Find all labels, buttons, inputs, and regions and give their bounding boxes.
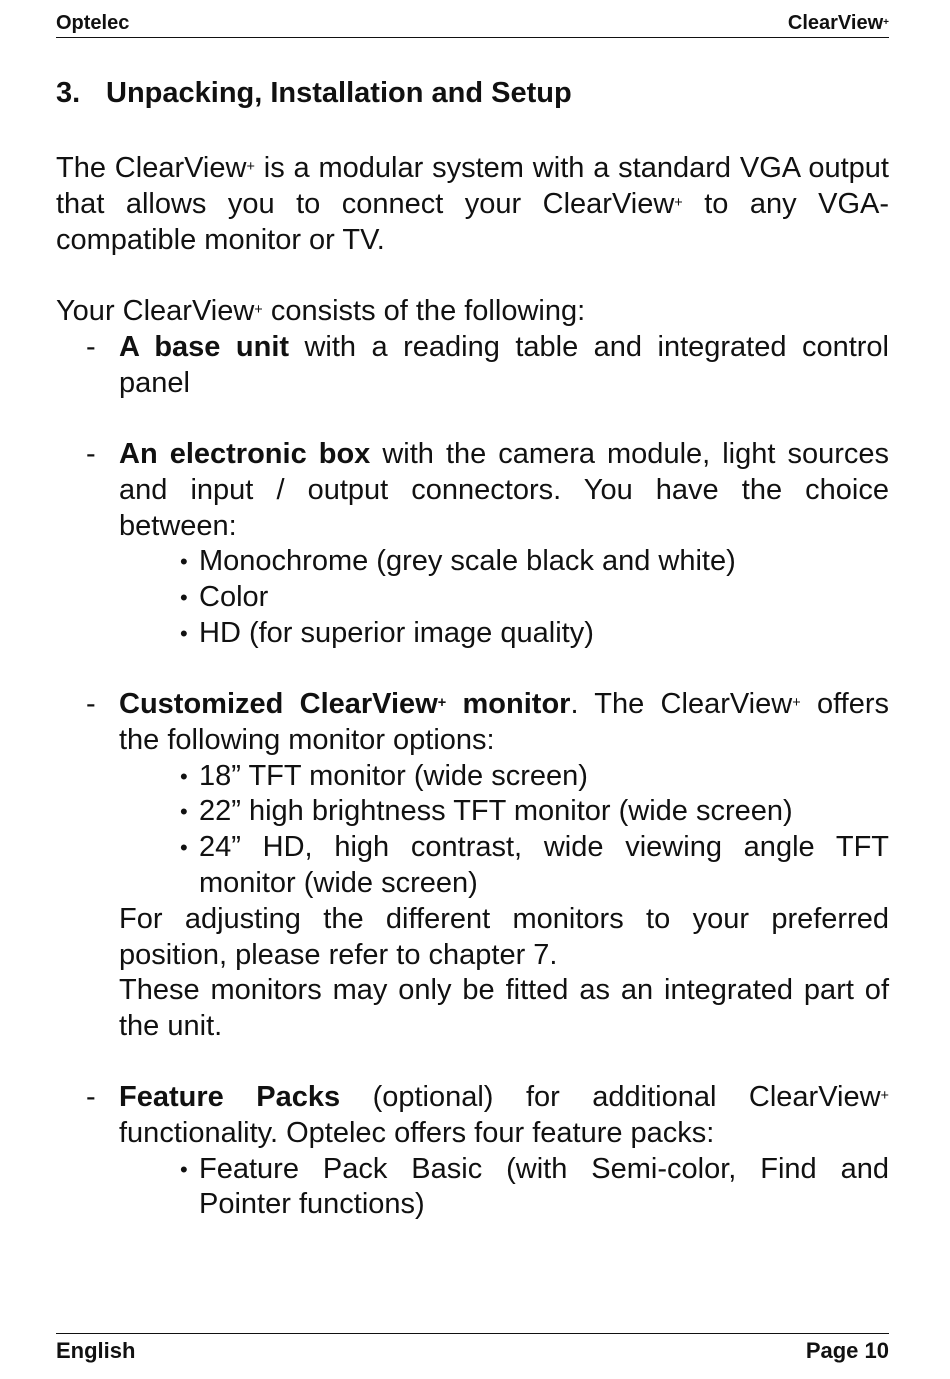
bullet-item: • Monochrome (grey scale black and white)	[180, 545, 736, 578]
page-header	[56, 9, 889, 38]
electronic-box-term: An electronic box	[119, 438, 371, 470]
bullet-item: • 18” TFT monitor (wide screen)	[180, 759, 588, 792]
bullet-item: • 22” high brightness TFT monitor (wide screen)	[180, 795, 793, 828]
header-brand: Optelec	[56, 12, 130, 34]
consists-paragraph: Your ClearView+ consists of the following:	[56, 295, 586, 327]
bullet-item: • Feature Pack Basic (with Semi-color, Find and Pointer functions)	[180, 1152, 889, 1221]
intro-paragraph: The ClearView+ is a modular system with a standard VGA output that allows you to connect your ClearView+ to any VGA-compatible monitor or TV.	[56, 152, 889, 256]
page-number: Page 10	[805, 1338, 889, 1363]
list-item-electronic-box: - An electronic box with the camera module, light sources and input / output connectors. You have the choice between: • Monochrome (grey scale black and white) • Color • HD (for superior image quality)	[56, 437, 889, 652]
header-product: ClearView+	[787, 12, 889, 34]
monitor-adjust-note: For adjusting the different monitors to your preferred position, please refer to chapter 7.	[119, 902, 889, 971]
bullet-item: • 24” HD, high contrast, wide viewing angle TFT monitor (wide screen)	[180, 831, 889, 899]
bullet-item: • HD (for superior image quality)	[180, 616, 594, 649]
section-heading	[56, 75, 889, 111]
monitor-fitting-note: These monitors may only be fitted as an integrated part of the unit.	[119, 974, 889, 1043]
page-footer	[56, 1333, 889, 1366]
base-unit-term: A base unit	[119, 331, 290, 363]
dash-marker: -	[86, 331, 96, 363]
feature-packs-term: Feature Packs	[119, 1081, 341, 1113]
dash-marker: -	[86, 688, 96, 720]
list-item-base-unit: - A base unit with a reading table and integrated control panel	[86, 331, 889, 399]
footer-language: English	[56, 1338, 136, 1363]
section-number: 3.	[56, 77, 81, 109]
bullet-item: • Color	[180, 581, 269, 614]
list-item-feature-packs: - Feature Packs (optional) for additional ClearView+ functionality. Optelec offers four feature packs: • Feature Pack Basic (with Semi-color, Find and Pointer functions)	[56, 1080, 889, 1223]
monitor-term: Customized ClearView+ monitor	[119, 688, 571, 720]
dash-marker: -	[86, 1081, 96, 1113]
dash-marker: -	[86, 438, 96, 470]
list-item-monitor: - Customized ClearView+ monitor. The ClearView+ offers the following monitor options: • 18” TFT monitor (wide screen) • 22” high brightness TFT monitor (wide screen) • 24” HD, high contrast, wide viewing angle TFT monitor (wide screen) For adjusting the different monitors to your preferred position, please refer to chapter 7. These monitors may only be fitted as an integrated part of the unit.	[56, 687, 889, 1045]
section-title: Unpacking, Installation and Setup	[106, 77, 572, 109]
